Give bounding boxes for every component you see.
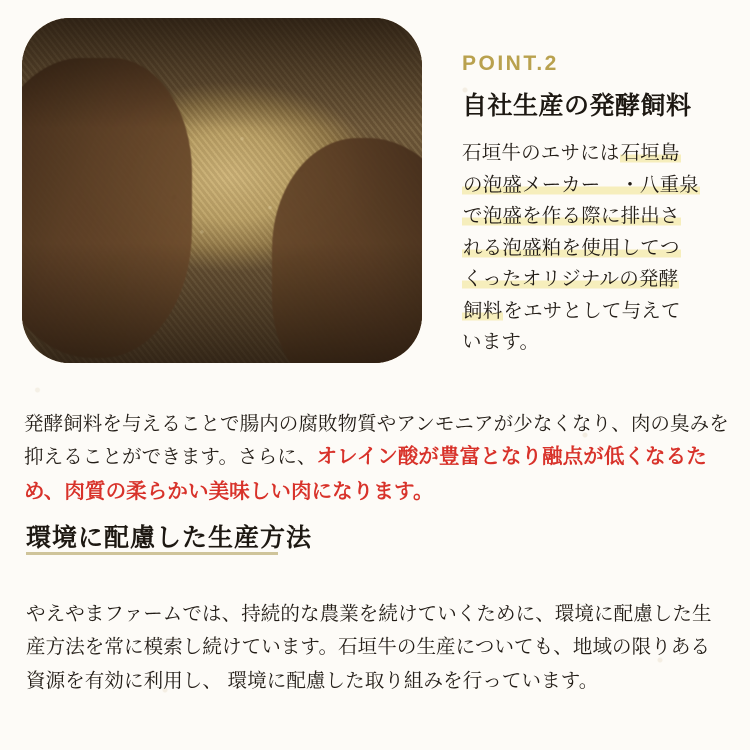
point-title: 自社生産の発酵飼料 <box>462 92 692 120</box>
point-body-line1-plain: 石垣牛のエサには <box>462 142 620 164</box>
mid-paragraph <box>24 408 730 510</box>
point-body-line5-highlight: くったオリジナルの発酵 <box>463 268 679 291</box>
heading-environment: 環境に配慮した生産方法 <box>26 524 313 552</box>
point-body-line7-plain: います。 <box>462 331 540 354</box>
point-text-block <box>462 52 736 359</box>
point-body-line1-highlight: 石垣島 <box>620 142 680 164</box>
photo-bottom-shadow <box>22 243 422 363</box>
point-body-line4-highlight: れる泡盛粕を使用してつ <box>463 236 680 259</box>
mid-paragraph-plain: 発酵飼料を与えることで腸内の腐敗物質やアンモニアが少なくなり、肉の臭みを抑えることができます。さらに、 <box>24 412 729 469</box>
point-body-line3-highlight: で泡盛を作る際に排出さ <box>463 205 680 228</box>
fermented-feed-photo <box>22 18 422 363</box>
heading-underline <box>26 552 278 555</box>
point-body-line6-plain: をエサとして与えて <box>503 299 681 322</box>
photo-top-shadow <box>22 18 422 128</box>
point-label: POINT.2 <box>462 52 559 75</box>
mid-paragraph-emphasis: オレイン酸が豊富となり融点が低くなるため、肉質の柔らかい美味しい肉になります。 <box>24 445 707 503</box>
point-body <box>462 138 736 359</box>
point-body-line2-highlight: の泡盛メーカー ・八重泉 <box>463 173 700 196</box>
bottom-paragraph: やえやまファームでは、持続的な農業を続けていくために、環境に配慮した生産方法を常に模索し続けています。石垣牛の生産についても、地域の限りある資源を有効に利用し、 環境に配慮した取り組みを行っています。 <box>26 602 712 692</box>
point-body-line6-highlight: 飼料 <box>463 299 503 322</box>
